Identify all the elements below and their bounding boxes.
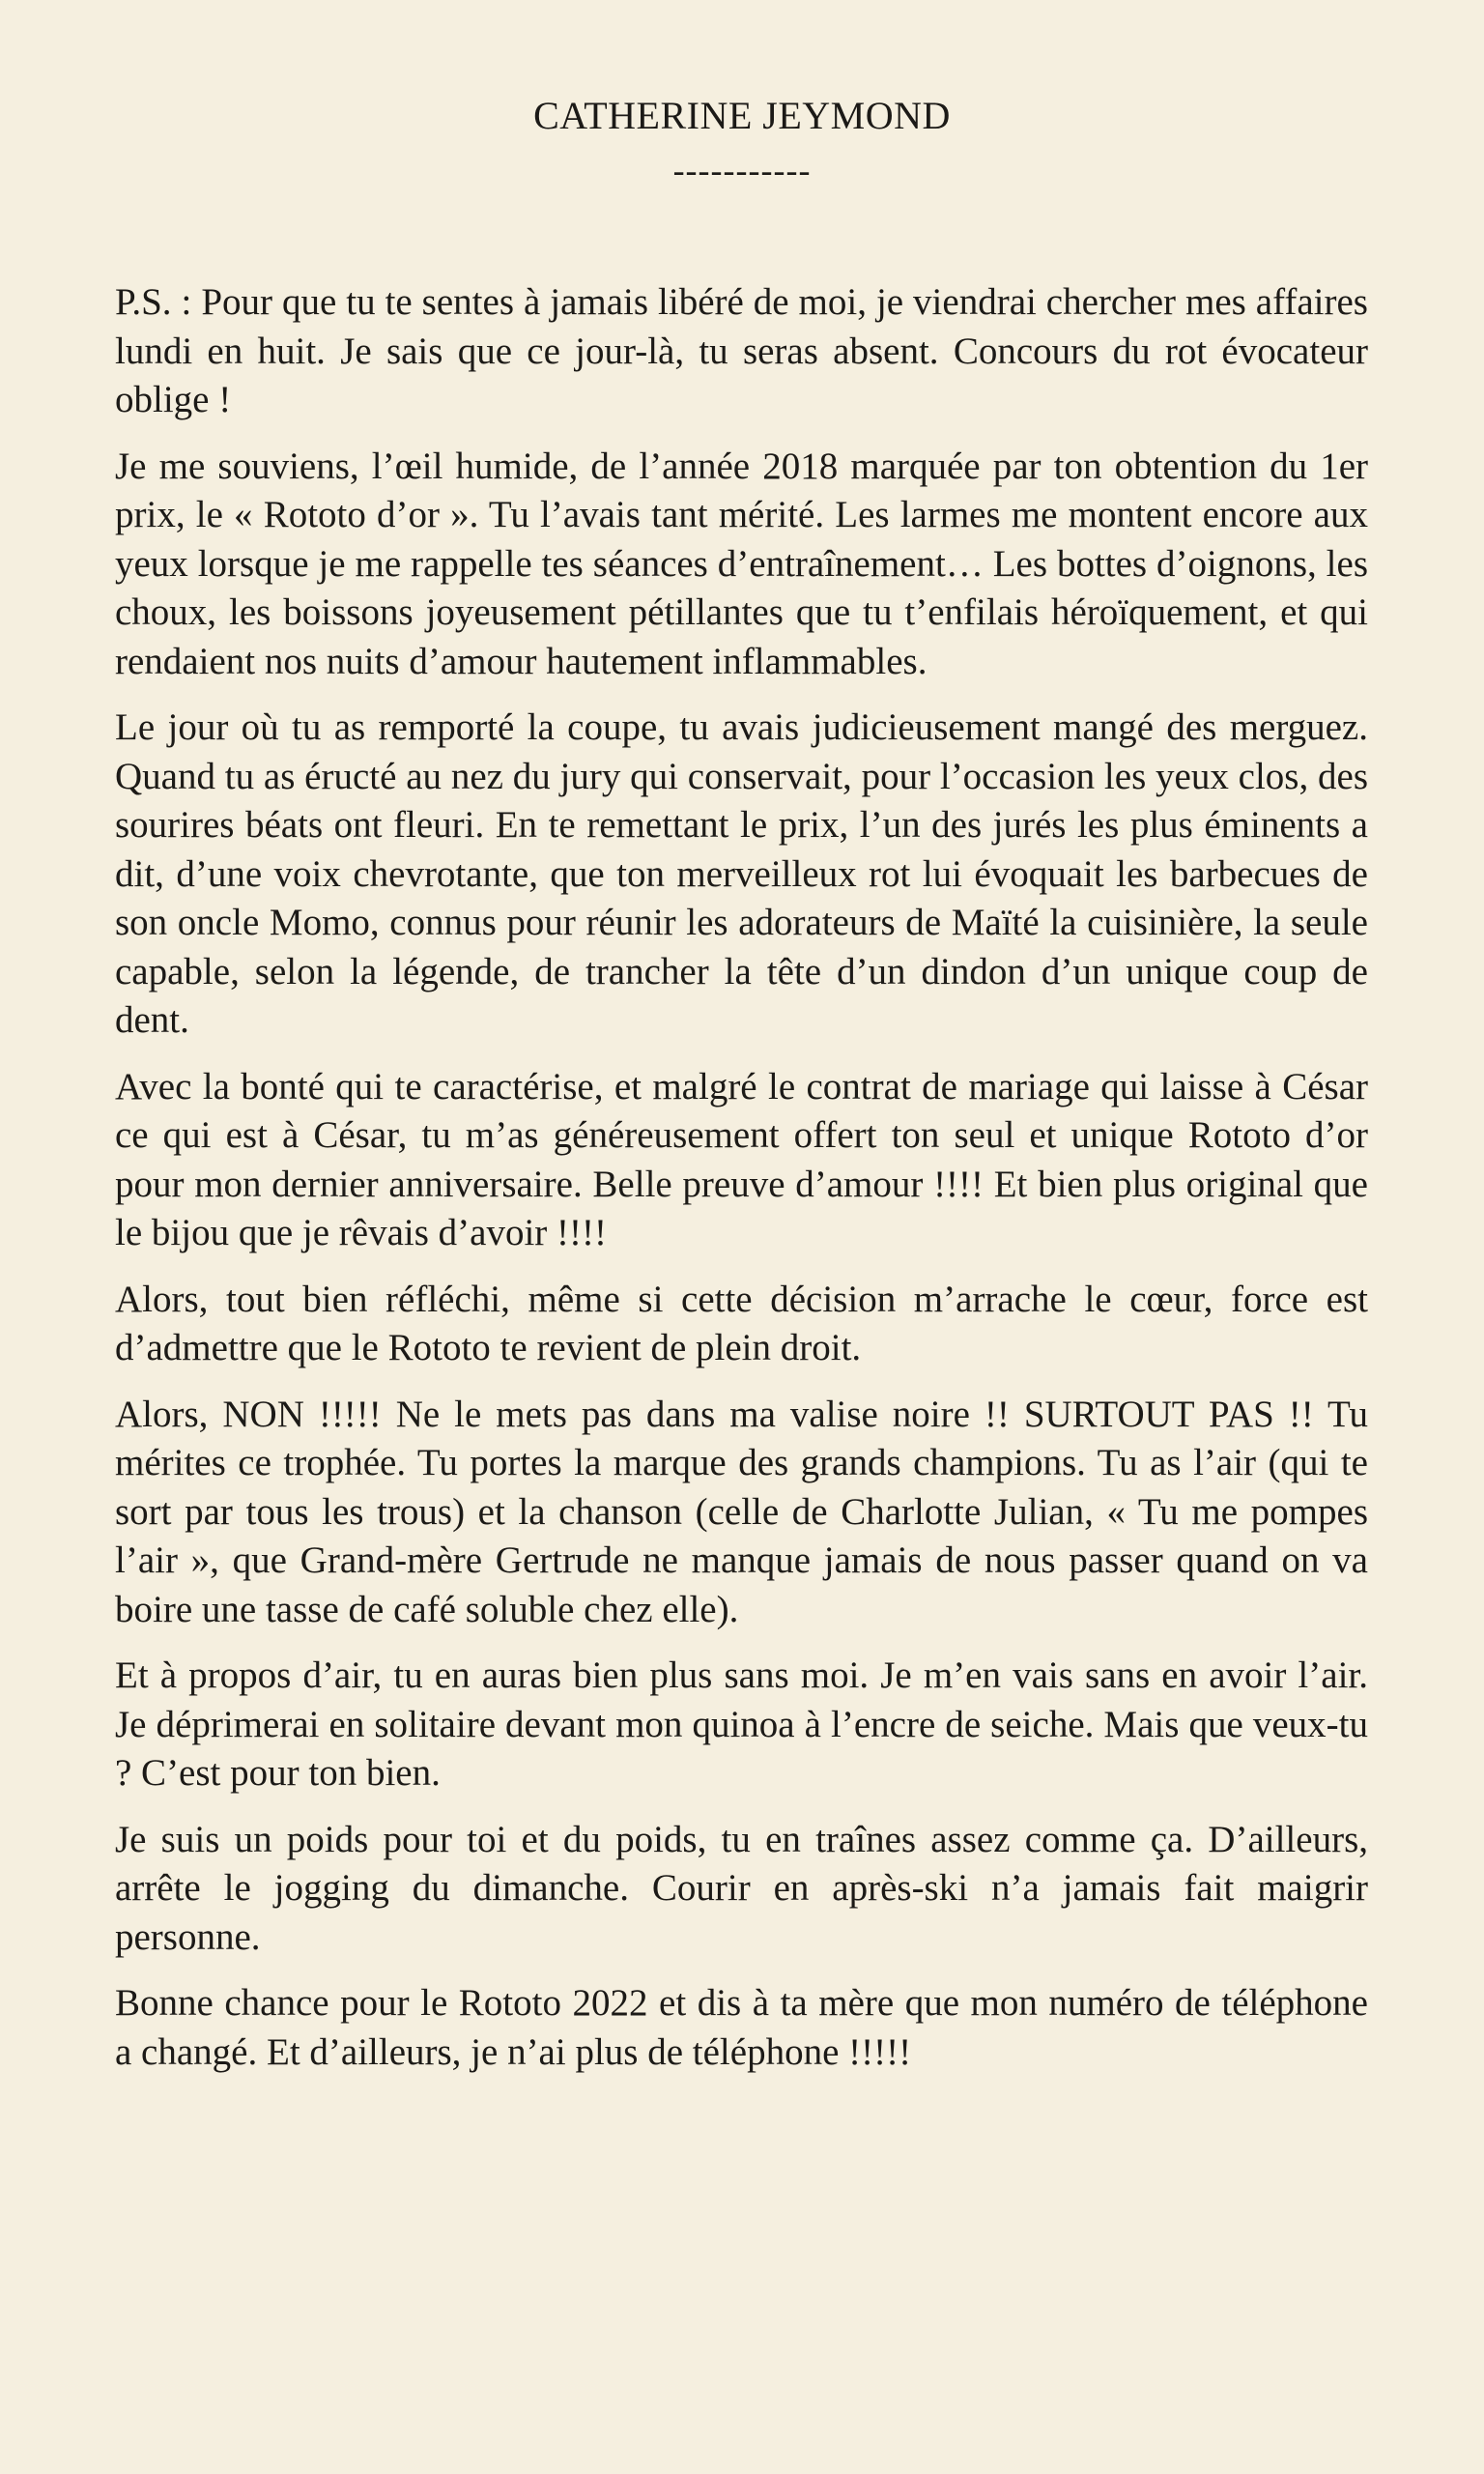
paragraph-weight: Je suis un poids pour toi et du poids, tu en traînes assez comme ça. D’ailleurs, arrête le jogging du dimanche. Courir en après-ski n’a jamais fait maigrir personne. <box>115 1818 1368 1958</box>
paragraph-closing: Bonne chance pour le Rototo 2022 et dis à ta mère que mon numéro de téléphone a changé. Et d’ailleurs, je n’ai plus de téléphone !!!!! <box>115 1982 1368 2073</box>
paragraph-ps: P.S. : Pour que tu te sentes à jamais libéré de moi, je viendrai chercher mes affaires lundi en huit. Je sais que ce jour-là, tu seras absent. Concours du rot évocateur oblige ! <box>115 281 1368 420</box>
paragraph-decision: Alors, tout bien réfléchi, même si cette décision m’arrache le cœur, force est d’admettre que le Rototo te revient de plein droit. <box>115 1278 1368 1368</box>
paragraph-cup-day: Le jour où tu as remporté la coupe, tu avais judicieusement mangé des merguez. Quand tu as éructé au nez du jury qui conservait, pour l’occasion les yeux clos, des sourires béats ont fleuri. En te remettant le prix, l’un des jurés les plus éminents a dit, d’une voix chevrotante, que ton merveilleux rot lui évoquait les barbecues de son oncle Momo, connus pour réunir les adorateurs de Maïté la cuisinière, la seule capable, selon la légende, de trancher la tête d’un dindon d’un unique coup de dent. <box>115 706 1368 1041</box>
page-header <box>0 89 1484 189</box>
paragraph-air: Et à propos d’air, tu en auras bien plus sans moi. Je m’en vais sans en avoir l’air. Je déprimerai en solitaire devant mon quinoa à l’encre de seiche. Mais que veux-tu ? C’est pour ton bien. <box>115 1654 1368 1794</box>
paragraph-rototo-memory: Je me souviens, l’œil humide, de l’année 2018 marquée par ton obtention du 1er prix, le « Rototo d’or ». Tu l’avais tant mérité. Les larmes me montent encore aux yeux lorsque je me rappelle tes séances d’entraînement… Les bottes d’oignons, les choux, les boissons joyeusement pétillantes que tu t’enfilais héroïquement, et qui rendaient nos nuits d’amour hautement inflammables. <box>115 445 1368 682</box>
paragraph-suitcase: Alors, NON !!!!! Ne le mets pas dans ma valise noire !! SURTOUT PAS !! Tu mérites ce trophée. Tu portes la marque des grands champions. Tu as l’air (qui te sort par tous les trous) et la chanson (celle de Charlotte Julian, « Tu me pompes l’air », que Grand-mère Gertrude ne manque jamais de nous passer quand on va boire une tasse de café soluble chez elle). <box>115 1393 1368 1630</box>
header-separator: ----------- <box>672 151 812 189</box>
letter-body <box>115 278 1368 2094</box>
paragraph-gift: Avec la bonté qui te caractérise, et malgré le contrat de mariage qui laisse à César ce qui est à César, tu m’as généreusement offert ton seul et unique Rototo d’or pour mon dernier anniversaire. Belle preuve d’amour !!!! Et bien plus original que le bijou que je rêvais d’avoir !!!! <box>115 1065 1368 1253</box>
author-name: CATHERINE JEYMOND <box>533 94 951 137</box>
